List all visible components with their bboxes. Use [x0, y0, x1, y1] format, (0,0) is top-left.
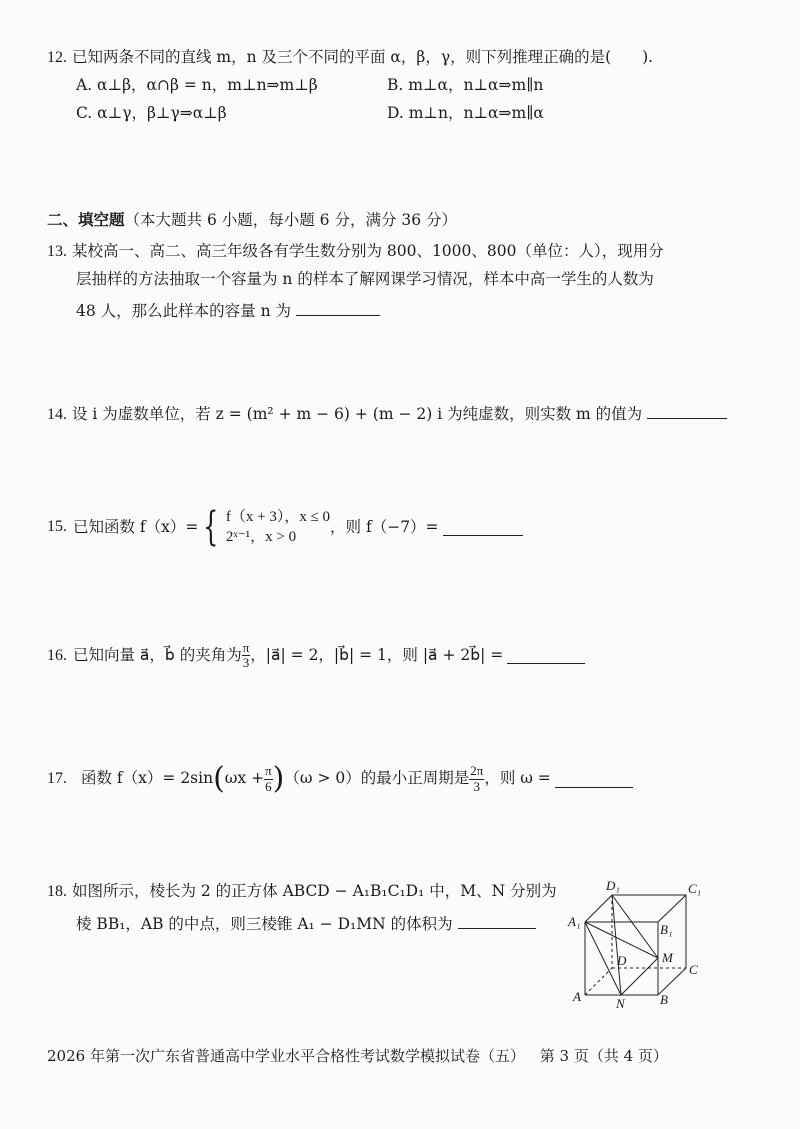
q17-number: 17. — [47, 770, 67, 787]
q13-number: 13. — [47, 243, 67, 260]
label-d: D — [617, 953, 627, 968]
label-a: A — [573, 989, 581, 1004]
q13-text-1: 某校高一、高二、高三年级各有学生数分别为 800、1000、800（单位：人），现用分 — [71, 242, 664, 260]
q12-number: 12. — [47, 49, 67, 66]
label-n: N — [616, 996, 625, 1010]
q13-line1 — [47, 244, 664, 260]
q17-frac2-den: 3 — [473, 778, 481, 794]
label-a1: A₁ — [568, 914, 581, 929]
q15-answer-blank[interactable] — [443, 519, 523, 536]
q15-case1: f（x + 3），x ≤ 0 — [225, 509, 331, 525]
footer-title: 2026 年第一次广东省普通高中学业水平合格性考试数学模拟试卷（五） — [47, 1047, 525, 1065]
label-c1: C₁ — [688, 881, 702, 896]
q13-line2: 层抽样的方法抽取一个容量为 n 的样本了解网课学习情况，样本中高一学生的人数为 — [76, 270, 654, 288]
q18-text-1: 如图所示，棱长为 2 的正方体 ABCD − A₁B₁C₁D₁ 中，M、N 分别为 — [71, 882, 557, 900]
q17-condition: （ω > 0）的最小正周期是 — [284, 769, 470, 788]
q16 — [47, 641, 585, 671]
q12-option-b: B. m⊥α，n⊥α⇒m∥n — [387, 76, 544, 94]
q17-answer-blank[interactable] — [555, 771, 633, 788]
q17-inner: ωx + — [224, 769, 265, 788]
label-b: B — [660, 992, 668, 1007]
q18-line1 — [47, 884, 557, 900]
q15-tail: ，则 f（−7）= — [330, 517, 439, 536]
q13-line3 — [76, 299, 380, 320]
label-m: M — [662, 950, 673, 965]
q16-number: 16. — [47, 646, 67, 664]
q18-answer-blank[interactable] — [458, 912, 536, 929]
q17-frac2-num: 2π — [470, 763, 484, 779]
q13-answer-blank[interactable] — [296, 299, 380, 316]
q15-case2: 2ˣ⁻¹，x > 0 — [225, 529, 297, 546]
section-title: 二、填空题 — [47, 210, 125, 229]
q17 — [47, 761, 633, 796]
q15-piecewise — [198, 504, 331, 551]
q16-answer-blank[interactable] — [507, 647, 585, 664]
q16-lead: 已知向量 a⃗，b⃗ 的夹角为 — [73, 646, 242, 665]
label-d1: D₁ — [606, 878, 620, 893]
q15 — [47, 504, 523, 551]
q16-frac-den: 3 — [242, 655, 250, 671]
left-paren-icon: ( — [213, 761, 225, 796]
label-b1: B₁ — [660, 922, 673, 937]
q12-stem — [47, 50, 653, 66]
q17-fraction-1 — [264, 764, 273, 794]
q15-lead: 已知函数 f（x）= — [73, 517, 199, 536]
q18-line2 — [76, 912, 536, 933]
cube-diagram — [560, 878, 720, 1010]
footer — [47, 1045, 668, 1066]
q14-answer-blank[interactable] — [647, 402, 727, 419]
q17-fraction-2 — [469, 764, 484, 794]
q17-tail: ，则 ω = — [484, 769, 551, 788]
q14 — [47, 402, 727, 423]
label-c: C — [689, 962, 698, 977]
q18-text-2: 棱 BB₁，AB 的中点，则三棱锥 A₁ − D₁MN 的体积为 — [76, 915, 453, 933]
q16-tail: ，|a⃗| = 2，|b⃗| = 1，则 |a⃗ + 2b⃗| = — [250, 646, 504, 665]
right-paren-icon: ) — [272, 761, 285, 796]
section-heading — [47, 208, 457, 230]
q15-number: 15. — [47, 518, 67, 536]
q16-frac-num: π — [242, 640, 250, 655]
q14-number: 14. — [47, 406, 67, 423]
q17-frac1-den: 6 — [265, 778, 272, 794]
q16-fraction — [242, 641, 251, 671]
footer-page: 第 3 页（共 4 页） — [539, 1047, 668, 1065]
q17-lead: 函数 f（x）= 2sin — [81, 769, 214, 788]
q13-text-3: 48 人，那么此样本的容量 n 为 — [76, 302, 291, 320]
q12-option-a: A. α⊥β，α∩β = n，m⊥n⇒m⊥β — [76, 76, 318, 94]
section-note: （本大题共 6 小题，每小题 6 分，满分 36 分） — [124, 211, 458, 229]
q12-option-c: C. α⊥γ，β⊥γ⇒α⊥β — [76, 104, 227, 122]
q18-number: 18. — [47, 883, 67, 900]
q12-option-d: D. m⊥n，n⊥α⇒m∥α — [387, 104, 544, 122]
left-brace-icon: { — [203, 504, 219, 551]
q12-text: 已知两条不同的直线 m，n 及三个不同的平面 α，β，γ，则下列推理正确的是( ). — [71, 48, 654, 66]
q14-text: 设 i 为虚数单位，若 z = (m² + m − 6) + (m − 2) i 为纯虚数，则实数 m 的值为 — [71, 405, 643, 423]
q17-frac1-num: π — [265, 763, 272, 779]
